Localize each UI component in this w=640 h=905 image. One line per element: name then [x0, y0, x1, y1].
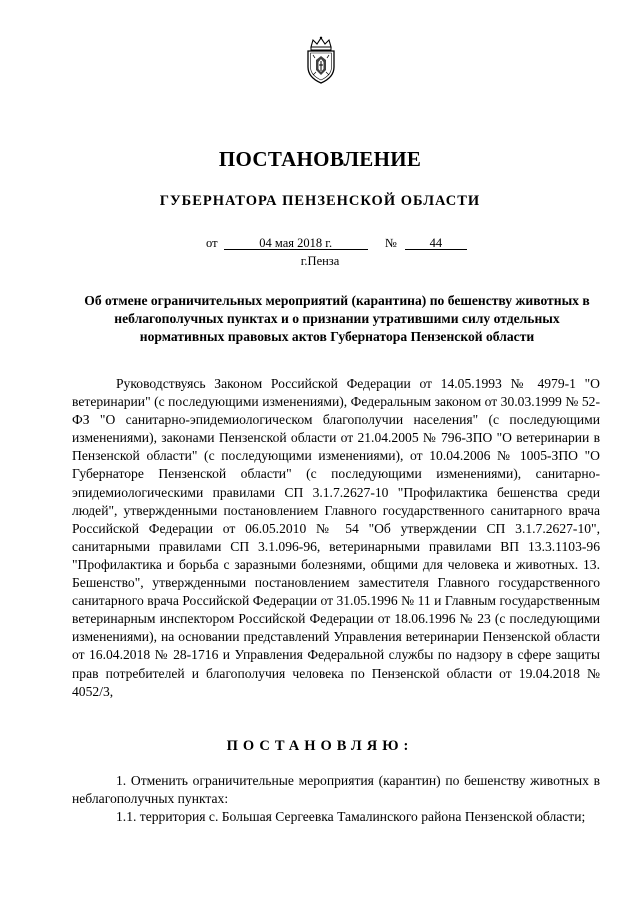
date-prefix: от	[206, 236, 218, 250]
document-heading: Об отмене ограничительных мероприятий (карантина) по бешенству животных в неблагополучных пунктах и о признании утратившими силу отдельных нормативных правовых актов Губернатора Пензенской области	[84, 293, 590, 344]
document-date: 04 мая 2018 г.	[224, 237, 368, 250]
decree-item: 1.1. территория с. Большая Сергеевка Тамалинского района Пензенской области;	[116, 809, 586, 825]
document-body	[72, 375, 600, 701]
preamble-paragraph: Руководствуясь Законом Российской Федерации от 14.05.1993 № 4979-1 "О ветеринарии" (с последующими изменениями), Федеральным законом от 30.03.1999 № 52-ФЗ "О санитарно-эпидемиологическом благополучии населения" (с последующими изменениями), законами Пензенской области от 21.04.2005 № 796-ЗПО "О ветеринарии в Пензенской области" (с последующими изменениями), от 10.04.2006 № 1005-ЗПО "О Губернаторе Пензенской области" (с последующими изменениями), санитарно-эпидемиологическими правилами СП 3.1.7.2627-10 "Профилактика бешенства среди людей", утвержденными постановлением Главного государственного санитарного врача Российской Федерации от 06.05.2010 № 54 "Об утверждении СП 3.1.7.2627-10", санитарными правилами СП 3.1.096-96, ветеринарными правилами ВП 13.3.1103-96 "Профилактика и борьба с заразными болезнями, общими для человека и животных. 13. Бешенство", утвержденными постановлением заместителя Главного государственного санитарного врача Российской Федерации от 31.05.1996 № 11 и Главным государственным ветеринарным инспектором Российской Федерации от 18.06.1996 № 23 (с последующими изменениями), на основании представлений Управления ветеринарии Пензенской области от 16.04.2018 № 28-1716 и Управления Федеральной службы по надзору в сфере защиты прав потребителей и благополучия человека по Пензенской области от 19.04.2018 № 4052/3,	[72, 376, 600, 699]
document-number: 44	[405, 237, 467, 250]
document-city: г.Пенза	[300, 254, 340, 268]
decree-item: 1. Отменить ограничительные мероприятия (карантин) по бешенству животных в неблагополучных пунктах:	[72, 773, 600, 807]
document-title: ПОСТАНОВЛЕНИЕ	[218, 147, 422, 171]
number-prefix: №	[384, 236, 397, 250]
penza-coat-of-arms-icon	[304, 36, 338, 84]
decree-items	[72, 772, 600, 826]
date-number-line	[206, 236, 467, 251]
decree-word: ПОСТАНОВЛЯЮ:	[226, 738, 414, 754]
document-issuer: ГУБЕРНАТОРА ПЕНЗЕНСКОЙ ОБЛАСТИ	[159, 193, 481, 209]
